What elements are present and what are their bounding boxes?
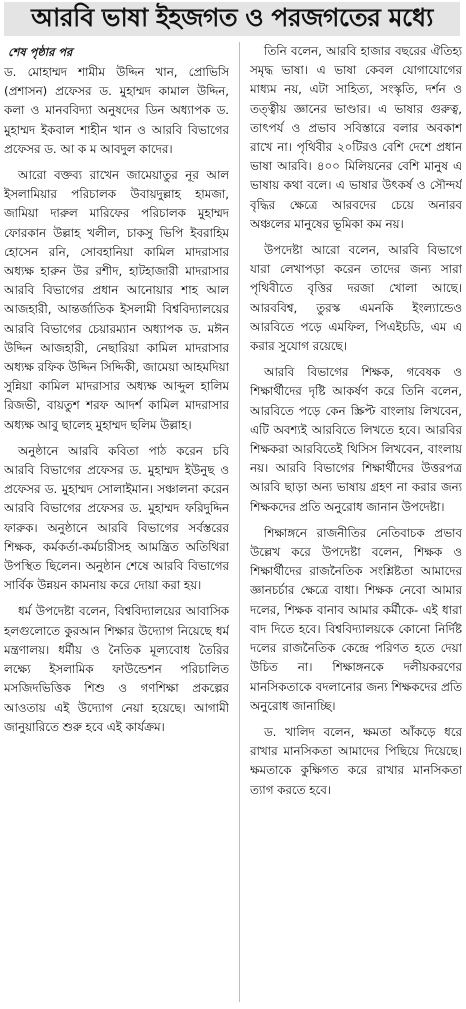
- paragraph: ড. খালিদ বলেন, ক্ষমতা আঁকড়ে ধরে রাখার মানসিকতা আমাদের পিছিয়ে দিয়েছে। ক্ষমতাকে কুক্ষিগত করে রাখার মানসিকতা ত্যাগ করতে হবে।: [250, 724, 462, 797]
- paragraph: ধর্ম উপদেষ্টা বলেন, বিশ্ববিদ্যালয়ের আবাসিক হলগুলোতে কুরআন শিক্ষার উদ্যোগ নিয়েছে ধর্ম মন্ত্রণালয়। ধর্মীয় ও নৈতিক মূল্যবোধ তৈরির লক্ষ্যে ইসলামিক ফাউন্ডেশন পরিচালিত মসজিদভিত্তিক শিশু ও গণশিক্ষা প্রকল্পের আওতায় এই উদ্যোগ নেয়া হয়েছে। আগামী জানুয়ারিতে শুরু হবে এই কার্যক্রম।: [4, 604, 229, 734]
- paragraph: আরো বক্তব্য রাখেন জামেয়াতুর নূর আল ইসলামিয়ার পরিচালক উবায়দুল্লাহ হামজা, জামিয়া দারুল মারিফের পরিচালক মুহাম্মদ ফোরকান উল্লাহ খলীল, চাকসু ভিপি ইবরাহিম হোসেন রনি, সোবহানিয়া কামিল মাদরাসার অধ্যক্ষ হারুন উর রশীদ, হাটহাজারী মাদরাসার আরবি বিভাগের প্রধান আনোয়ার শাহ আল আজহারী, আন্তর্জাতিক ইসলামী বিশ্ববিদ্যালয়ের আরবি বিভাগের চেয়ারম্যান অধ্যাপক ড. মঈন উদ্দিন আজহারী, নেছারিয়া কামিল মাদরাসার অধ্যক্ষ রফিক উদ্দিন সিদ্দিকী, জামেয়া আহমদিয়া সুন্নিয়া কামিল মাদরাসার অধ্যক্ষ আব্দুল হালিম রিজভী, বায়তুশ শরফ আদর্শ কামিল মাদরাসার অধ্যক্ষ আবু ছালেহ মুহাম্মদ ছলিম উল্লাহ।: [4, 168, 229, 432]
- paragraph: তিনি বলেন, আরবি হাজার বছরের ঐতিহ্য সমৃদ্ধ ভাষা। এ ভাষা কেবল যোগাযোগের মাধ্যম নয়, এটা সাহিত্য, সংস্কৃতি, দর্শন ও তত্ত্বীয় জ্ঞানের ভাণ্ডার। এ ভাষার গুরুত্ব, তাৎপর্য ও প্রভাব সবিস্তারে বলার অবকাশ রাখে না। পৃথিবীর ২০টিরও বেশি দেশে প্রধান ভাষা আরবি। ৪০০ মিলিয়নের বেশি মানুষ এ ভাষায় কথা বলে। এ ভাষার উৎকর্ষ ও সৌন্দর্য বৃদ্ধির ক্ষেত্রে আরবদের চেয়ে অনারব অঞ্চলের মানুষের ভূমিকা কম নয়।: [250, 44, 462, 231]
- column-divider: [239, 42, 240, 1002]
- paragraph: শিক্ষাঙ্গনে রাজনীতির নেতিবাচক প্রভাব উল্লেখ করে উপদেষ্টা বলেন, শিক্ষক ও শিক্ষার্থীদের রাজনৈতিক সংশ্লিষ্টতা আমাদের জ্ঞানচর্চার ক্ষেত্রে বাধা। শিক্ষক নেবো আমার দলের, শিক্ষক বানাব আমার কর্মীকে- এই ধারা বাদ দিতে হবে। বিশ্ববিদ্যালয়কে কোনো নির্দিষ্ট দলের রাজনৈতিক কেন্দ্রে পরিণত হতে দেয়া উচিত না। শিক্ষাঙ্গনকে দলীয়করণের মানসিকতাকে বদলানোর জন্য শিক্ষকদের প্রতি অনুরোধ জানাচ্ছি।: [250, 525, 462, 713]
- right-column: [250, 42, 462, 1002]
- paragraph: উপদেষ্টা আরো বলেন, আরবি বিভাগে যারা লেখাপড়া করেন তাদের জন্য সারা পৃথিবীতে বৃত্তির দরজা খোলা আছে। আরববিশ্ব, তুরস্ক এমনকি ইংল্যান্ডেও আরবিতে পড়ে এমফিল, পিএইচডি, এম এ করার সুযোগ রয়েছে।: [250, 243, 462, 354]
- paragraph: ড. মোহাম্মদ শামীম উদ্দিন খান, প্রোভিসি (প্রশাসন) প্রফেসর ড. মুহাম্মদ কামাল উদ্দিন, কলা ও মানববিদ্যা অনুষদের ডিন অধ্যাপক ড. মুহাম্মদ ইকবাল শাহীন খান ও আরবি বিভাগের প্রফেসর ড. আ ক ম আবদুল কাদের।: [4, 65, 229, 156]
- paragraph: আরবি বিভাগের শিক্ষক, গবেষক ও শিক্ষার্থীদের দৃষ্টি আকর্ষণ করে তিনি বলেন, আরবিতে পড়ে কেন স্ক্রিপ্ট বাংলায় লিখবেন, এটি অবশ্যই আরবিতে লিখতে হবে। আরবির শিক্ষকরা আরবিতেই থিসিস লিখবেন, বাংলায় নয়। আরবি বিভাগের শিক্ষার্থীদের উত্তরপত্র আরবি ছাড়া অন্য ভাষায় গ্রহণ না করার জন্য শিক্ষকদের প্রতি অনুরোধ জানান উপদেষ্টা।: [250, 365, 462, 514]
- paragraph: অনুষ্ঠানে আরবি কবিতা পাঠ করেন চবি আরবি বিভাগের প্রফেসর ড. মুহাম্মদ ইউনুছ ও প্রফেসর ড. মুহাম্মদ সোলাইমান। সঞ্চালনা করেন আরবি বিভাগের প্রফেসর ড. মুহাম্মদ ফরিদুদ্দিন ফারুক। অনুষ্ঠানে আরবি বিভাগের সর্বস্তরের শিক্ষক, কর্মকর্তা-কর্মচারীসহ আমন্ত্রিত অতিথিরা উপস্থিত ছিলেন। অনুষ্ঠান শেষে আরবি বিভাগের সার্বিক উন্নয়ন কামনায় করে দোয়া করা হয়।: [4, 443, 229, 593]
- article-headline: আরবি ভাষা ইহজগত ও পরজগতের মধ্যে: [4, 2, 460, 36]
- left-column: [4, 44, 229, 1004]
- continued-from-kicker: শেষ পৃষ্ঠার পর: [8, 45, 73, 59]
